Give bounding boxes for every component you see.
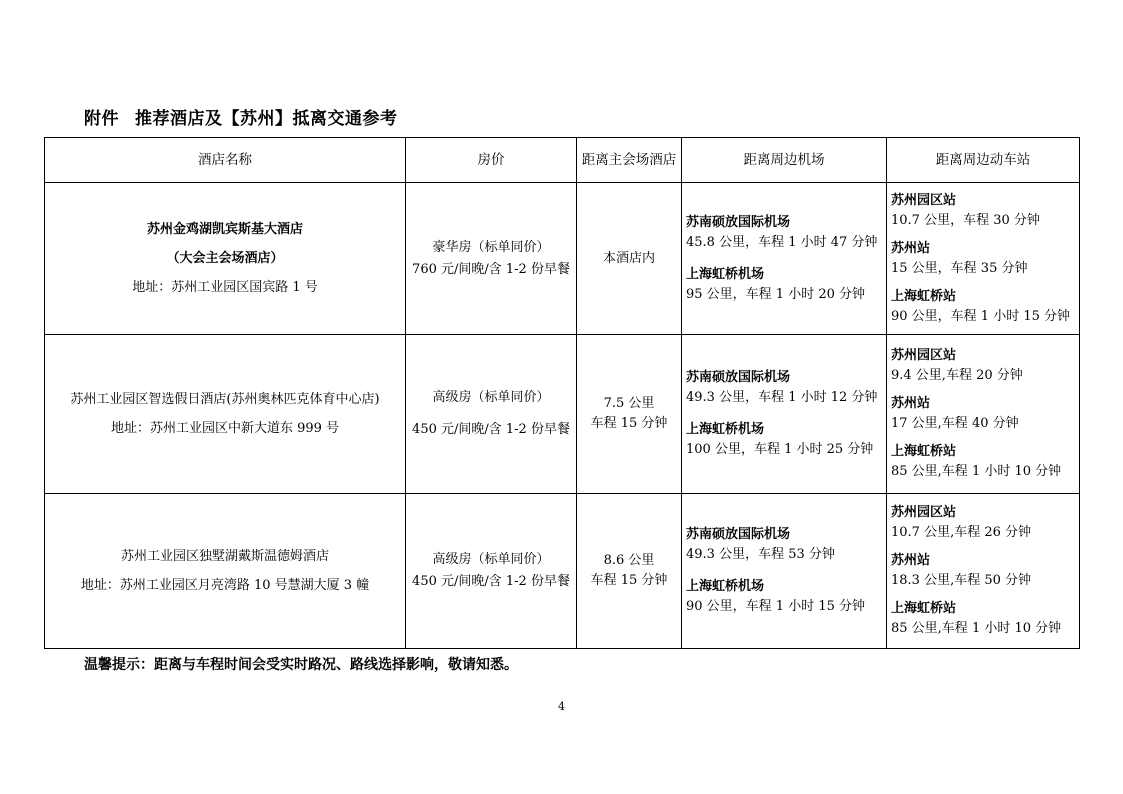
station-entry xyxy=(891,287,1075,327)
airport-entry xyxy=(686,420,882,460)
hotel-address: 地址：苏州工业园区中新大道东 999 号 xyxy=(110,420,340,436)
station-distance: 85 公里,车程 1 小时 10 分钟 xyxy=(891,464,1062,479)
station-distance: 85 公里,车程 1 小时 10 分钟 xyxy=(891,621,1062,636)
station-distance: 17 公里,车程 40 分钟 xyxy=(891,416,1019,431)
airport-name: 上海虹桥机场 xyxy=(686,266,765,282)
station-name: 苏州园区站 xyxy=(891,505,957,520)
airport-distance: 95 公里，车程 1 小时 20 分钟 xyxy=(686,286,866,302)
station-distance: 15 公里，车程 35 分钟 xyxy=(891,260,1028,276)
distance-main-time: 车程 15 分钟 xyxy=(590,573,668,588)
airport-entry xyxy=(686,577,882,617)
hotel-cell xyxy=(45,183,406,335)
header-distance-station: 距离周边动车站 xyxy=(887,138,1080,183)
distance-main-cell xyxy=(577,335,682,494)
room-type: 豪华房（标单同价） xyxy=(432,239,550,255)
airport-name: 上海虹桥机场 xyxy=(686,579,765,594)
table-row xyxy=(45,335,1080,494)
room-price: 760 元/间晚/含 1-2 份早餐 xyxy=(412,261,570,277)
distance-main-cell xyxy=(577,494,682,649)
station-entry xyxy=(891,394,1075,434)
station-name: 苏州园区站 xyxy=(891,192,957,208)
station-name: 上海虹桥站 xyxy=(891,601,957,616)
airport-distance: 100 公里，车程 1 小时 25 分钟 xyxy=(686,442,874,457)
airport-entry xyxy=(686,265,882,305)
hotel-name: 苏州工业园区智选假日酒店(苏州奥林匹克体育中心店) xyxy=(70,391,380,407)
airport-distance: 49.3 公里，车程 1 小时 12 分钟 xyxy=(686,390,878,405)
distance-main-value: 7.5 公里 xyxy=(603,396,655,411)
airport-entry xyxy=(686,368,882,408)
hotel-name: 苏州工业园区独墅湖戴斯温德姆酒店 xyxy=(120,548,329,564)
reminder-note: 温馨提示：距离与车程时间会受实时路况、路线选择影响，敬请知悉。 xyxy=(84,657,518,673)
airport-distance: 49.3 公里，车程 53 分钟 xyxy=(686,547,835,562)
airport-name: 上海虹桥机场 xyxy=(686,422,765,437)
hotel-name: 苏州金鸡湖凯宾斯基大酒店 xyxy=(146,221,303,237)
hotel-address: 地址：苏州工业园区月亮湾路 10 号慧湖大厦 3 幢 xyxy=(80,577,370,593)
room-type: 高级房（标单同价） xyxy=(432,552,550,567)
station-cell xyxy=(887,494,1080,649)
title-prefix: 附件 xyxy=(84,109,119,129)
airport-distance: 45.8 公里，车程 1 小时 47 分钟 xyxy=(686,234,878,250)
header-distance-main-hotel: 距离主会场酒店 xyxy=(577,138,682,183)
station-name: 苏州站 xyxy=(891,240,931,256)
station-distance: 90 公里，车程 1 小时 15 分钟 xyxy=(891,308,1071,324)
station-name: 上海虹桥站 xyxy=(891,288,957,304)
room-type: 高级房（标单同价） xyxy=(432,390,550,405)
price-cell xyxy=(406,494,577,649)
table-row xyxy=(45,494,1080,649)
airport-name: 苏南硕放国际机场 xyxy=(686,370,791,385)
hotel-table xyxy=(44,137,1080,649)
header-hotel-name: 酒店名称 xyxy=(45,138,406,183)
page-title xyxy=(84,104,398,129)
room-price: 450 元/间晚/含 1-2 份早餐 xyxy=(412,574,570,589)
header-price: 房价 xyxy=(406,138,577,183)
station-entry xyxy=(891,442,1075,482)
station-entry xyxy=(891,239,1075,279)
hotel-cell xyxy=(45,335,406,494)
hotel-cell xyxy=(45,494,406,649)
station-distance: 10.7 公里,车程 26 分钟 xyxy=(891,525,1032,540)
station-entry xyxy=(891,191,1075,231)
price-cell xyxy=(406,335,577,494)
title-text: 推荐酒店及【苏州】抵离交通参考 xyxy=(135,109,398,129)
airport-cell xyxy=(682,183,887,335)
airport-entry xyxy=(686,525,882,565)
station-entry xyxy=(891,503,1075,543)
station-cell xyxy=(887,183,1080,335)
header-distance-airport: 距离周边机场 xyxy=(682,138,887,183)
station-entry xyxy=(891,599,1075,639)
station-entry xyxy=(891,551,1075,591)
station-name: 苏州站 xyxy=(891,396,931,411)
airport-name: 苏南硕放国际机场 xyxy=(686,527,791,542)
station-distance: 9.4 公里,车程 20 分钟 xyxy=(891,368,1023,383)
hotel-address: 地址：苏州工业园区国宾路 1 号 xyxy=(132,279,318,295)
station-distance: 18.3 公里,车程 50 分钟 xyxy=(891,573,1032,588)
table-header-row xyxy=(45,138,1080,183)
distance-main-value: 8.6 公里 xyxy=(603,553,655,568)
airport-name: 苏南硕放国际机场 xyxy=(686,214,791,230)
station-name: 上海虹桥站 xyxy=(891,444,957,459)
table-row xyxy=(45,183,1080,335)
distance-main-value: 本酒店内 xyxy=(602,250,655,266)
airport-entry xyxy=(686,213,882,253)
station-name: 苏州站 xyxy=(891,553,931,568)
page-number: 4 xyxy=(558,700,565,713)
station-cell xyxy=(887,335,1080,494)
room-price: 450 元/间晚/含 1-2 份早餐 xyxy=(412,422,570,437)
station-name: 苏州园区站 xyxy=(891,348,957,363)
distance-main-time: 车程 15 分钟 xyxy=(590,416,668,431)
price-cell xyxy=(406,183,577,335)
hotel-subtitle: （大会主会场酒店） xyxy=(166,250,284,266)
airport-distance: 90 公里，车程 1 小时 15 分钟 xyxy=(686,599,866,614)
airport-cell xyxy=(682,494,887,649)
station-entry xyxy=(891,346,1075,386)
airport-cell xyxy=(682,335,887,494)
distance-main-cell xyxy=(577,183,682,335)
station-distance: 10.7 公里，车程 30 分钟 xyxy=(891,212,1040,228)
